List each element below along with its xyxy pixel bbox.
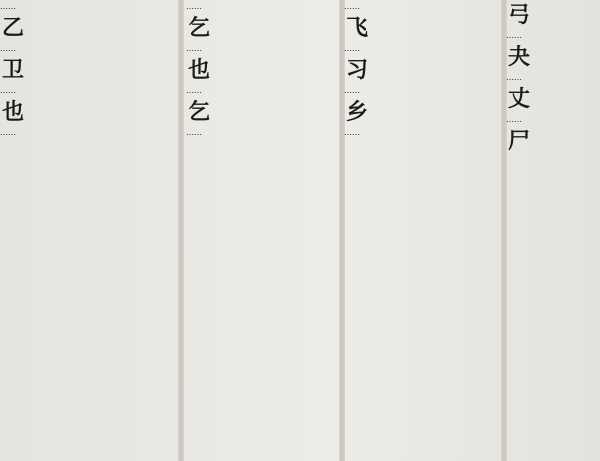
column-gutter <box>178 0 184 461</box>
entry-headword: 习 <box>346 57 369 83</box>
entry-headword: 丈 <box>508 86 531 112</box>
entry-headword: 夬 <box>508 44 531 70</box>
entry-headword: 乙 <box>2 15 25 41</box>
entry-text: …… <box>186 86 202 95</box>
entry-text: …… <box>344 128 360 137</box>
entry-text: …… <box>186 44 202 53</box>
column-3 <box>344 0 500 461</box>
entry-text: …… <box>506 115 522 124</box>
entry-text: …… <box>186 2 202 11</box>
column-1 <box>0 0 176 461</box>
entry-headword: 乞 <box>188 15 211 41</box>
entry-headword: 也 <box>2 99 25 125</box>
entry-headword: 尸 <box>508 128 531 154</box>
entry-text: …… <box>0 86 16 95</box>
entry-text: …… <box>0 44 16 53</box>
entry-text: …… <box>506 31 522 40</box>
entry-headword: 卫 <box>2 57 25 83</box>
column-4 <box>506 0 600 461</box>
entry-headword: 也 <box>188 57 211 83</box>
entry-text: …… <box>186 128 202 137</box>
entry-text: …… <box>344 2 360 11</box>
entry-text: …… <box>0 2 16 11</box>
entry-text: …… <box>506 73 522 82</box>
entry-text: …… <box>344 44 360 53</box>
entry-headword: 乡 <box>346 99 369 125</box>
entry-headword: 乞 <box>188 99 211 125</box>
entry-headword: 飞 <box>346 15 369 41</box>
column-2 <box>186 0 338 461</box>
entry-headword: 弓 <box>508 2 531 28</box>
entry-text: …… <box>0 128 16 137</box>
entry-text: …… <box>344 86 360 95</box>
